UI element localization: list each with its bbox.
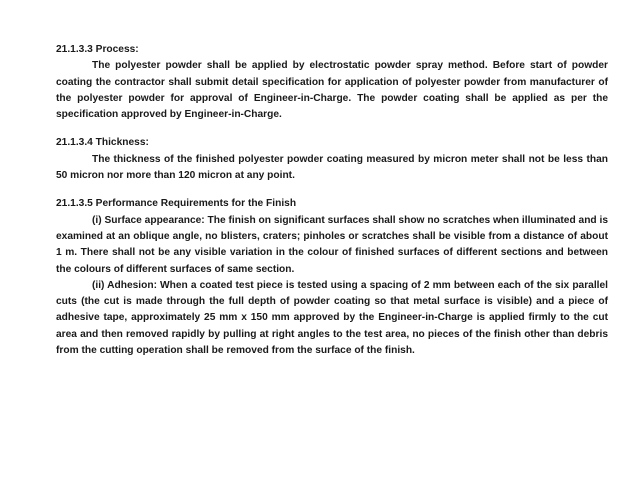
section-heading: 21.1.3.5 Performance Requirements for the Finish xyxy=(56,198,297,210)
paragraph: The thickness of the finished polyester powder coating measured by micron meter shall not be less than 50 micron nor more than 120 micron at any point. xyxy=(56,153,608,182)
paragraph-adhesion: (ii) Adhesion: When a coated test piece is tested using a spacing of 2 mm between each of the six parallel cuts (the cut is made through the full depth of powder coating so that metal surface is visible) and a piece of adhesive tape, approximately 25 mm x 150 mm approved by the Engineer-in-Charge is applied firmly to the cut area and then removed rapidly by pulling at right angles to the test area, no pieces of the finish other than debris from the cutting operation shall be removed from the surface of the finish. xyxy=(56,279,608,357)
document-page xyxy=(56,42,608,359)
section-performance xyxy=(56,196,608,359)
paragraph: The polyester powder shall be applied by electrostatic powder spray method. Before start of powder coating the contractor shall submit detail specification for application of polyester powder from manufacturer of the polyester powder for approval of Engineer-in-Charge. The powder coating shall be applied as per the specification approved by Engineer-in-Charge. xyxy=(56,60,608,121)
section-heading: 21.1.3.3 Process: xyxy=(56,44,139,55)
paragraph-surface-appearance: (i) Surface appearance: The finish on significant surfaces shall show no scratches when illuminated and is examined at an oblique angle, no blisters, craters; pinholes or scratches shall be visible from a distance of about 1 m. There shall not be any visible variation in the colour of finished surfaces of different sections and between the colours of different surfaces of same section. xyxy=(56,214,608,275)
section-process xyxy=(56,42,608,123)
section-thickness xyxy=(56,135,608,184)
section-heading: 21.1.3.4 Thickness: xyxy=(56,137,149,149)
